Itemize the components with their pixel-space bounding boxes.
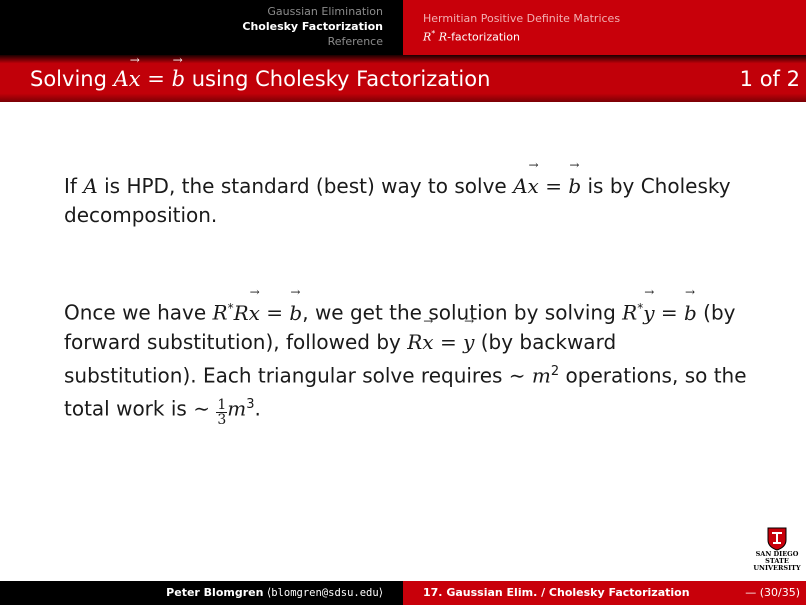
sdsu-logo bbox=[750, 527, 804, 572]
frame-title: Solving A→ x = → b using Cholesky Factorization bbox=[30, 67, 490, 91]
frame-counter: 1 of 2 bbox=[739, 67, 800, 91]
nav-section-cholesky-factorization[interactable]: Cholesky Factorization bbox=[242, 20, 383, 33]
author-email[interactable]: blomgren@sdsu.edu bbox=[271, 587, 379, 599]
nav-section-reference[interactable]: Reference bbox=[327, 35, 383, 48]
nav-subsection-hpd-matrices[interactable]: Hermitian Positive Definite Matrices bbox=[423, 12, 621, 25]
sdsu-shield-icon bbox=[767, 527, 787, 551]
footer-author: Peter Blomgren ⟨blomgren@sdsu.edu⟩ bbox=[166, 586, 383, 599]
frame-title-bar bbox=[0, 55, 806, 102]
paragraph-hpd: If A is HPD, the standard (best) way to solve A→ x = → b is by Cholesky decomposition. bbox=[64, 172, 754, 230]
footer-title-bar bbox=[403, 581, 806, 605]
footer-lecture-title: 17. Gaussian Elim. / Cholesky Factorization bbox=[423, 586, 690, 599]
top-navigation bbox=[0, 0, 806, 55]
footer-author-bar bbox=[0, 581, 403, 605]
author-name: Peter Blomgren bbox=[166, 586, 264, 599]
sdsu-logo-text: SAN DIEGO STATE UNIVERSITY bbox=[753, 550, 801, 572]
section-navigation bbox=[0, 0, 403, 55]
nav-subsection-r-star-r-factorization[interactable]: R* R-factorization bbox=[423, 29, 520, 44]
slide-content bbox=[64, 172, 754, 427]
nav-section-gaussian-elimination[interactable]: Gaussian Elimination bbox=[267, 5, 383, 18]
footer-page-number: — (30/35) bbox=[745, 586, 800, 599]
paragraph-solution: Once we have R*R→ x = → b, we get the solution by solving R*→ y = → b (by forward substitution), followed by R→ x = → y (by backward substitution). Each triangular solve requires ∼ $m^2$ operations, so the total work is ∼ $\frac{1}{3}$ $m^3$. bbox=[64, 294, 754, 427]
fraction-one-third: $\frac{1}{3}$ bbox=[217, 396, 227, 428]
subsection-navigation bbox=[403, 0, 806, 55]
